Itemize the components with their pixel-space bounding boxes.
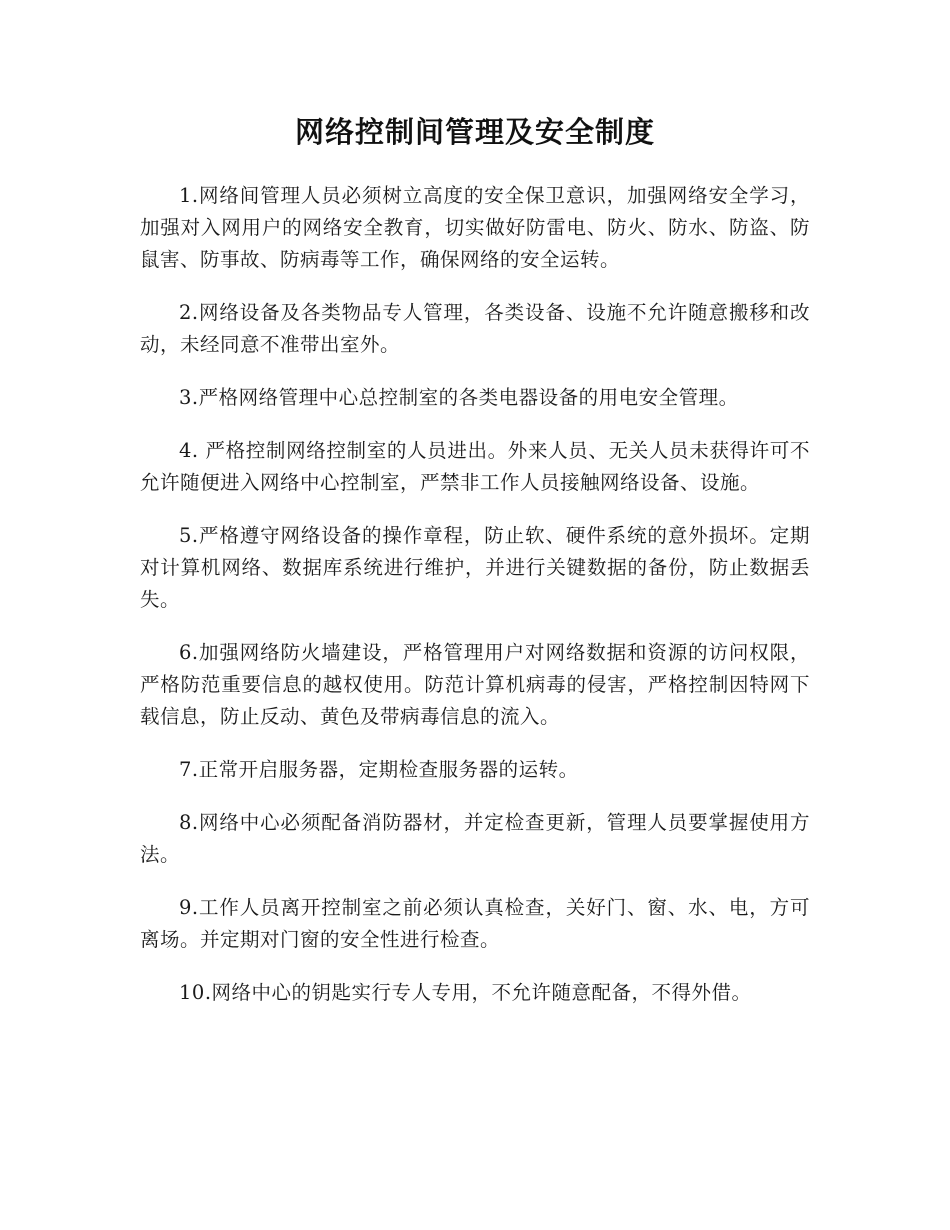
clause-1: 1.网络间管理人员必须树立高度的安全保卫意识，加强网络安全学习，加强对入网用户的网络安全教育，切实做好防雷电、防火、防水、防盗、防鼠害、防事故、防病毒等工作，确保网络的安全运转。 — [140, 184, 810, 271]
clause-8: 8.网络中心必须配备消防器材，并定检查更新，管理人员要掌握使用方法。 — [140, 811, 810, 866]
clause-10: 10.网络中心的钥匙实行专人专用，不允许随意配备，不得外借。 — [179, 981, 752, 1004]
clause-9: 9.工作人员离开控制室之前必须认真检查，关好门、窗、水、电，方可离场。并定期对门窗的安全性进行检查。 — [140, 896, 810, 951]
clause-7: 7.正常开启服务器，定期检查服务器的运转。 — [179, 758, 579, 781]
clause-2: 2.网络设备及各类物品专人管理，各类设备、设施不允许随意搬移和改动，未经同意不准带出室外。 — [140, 301, 810, 356]
clause-6: 6.加强网络防火墙建设，严格管理用户对网络数据和资源的访问权限，严格防范重要信息的越权使用。防范计算机病毒的侵害，严格控制因特网下载信息，防止反动、黄色及带病毒信息的流入。 — [140, 641, 810, 728]
clause-list — [140, 180, 810, 1009]
document-title: 网络控制间管理及安全制度 — [294, 115, 655, 149]
clause-5: 5.严格遵守网络设备的操作章程，防止软、硬件系统的意外损坏。定期对计算机网络、数据库系统进行维护，并进行关键数据的备份，防止数据丢失。 — [140, 524, 810, 611]
clause-3: 3.严格网络管理中心总控制室的各类电器设备的用电安全管理。 — [179, 386, 739, 409]
clause-4: 4. 严格控制网络控制室的人员进出。外来人员、无关人员未获得许可不允许随便进入网络中心控制室，严禁非工作人员接触网络设备、设施。 — [140, 439, 810, 494]
